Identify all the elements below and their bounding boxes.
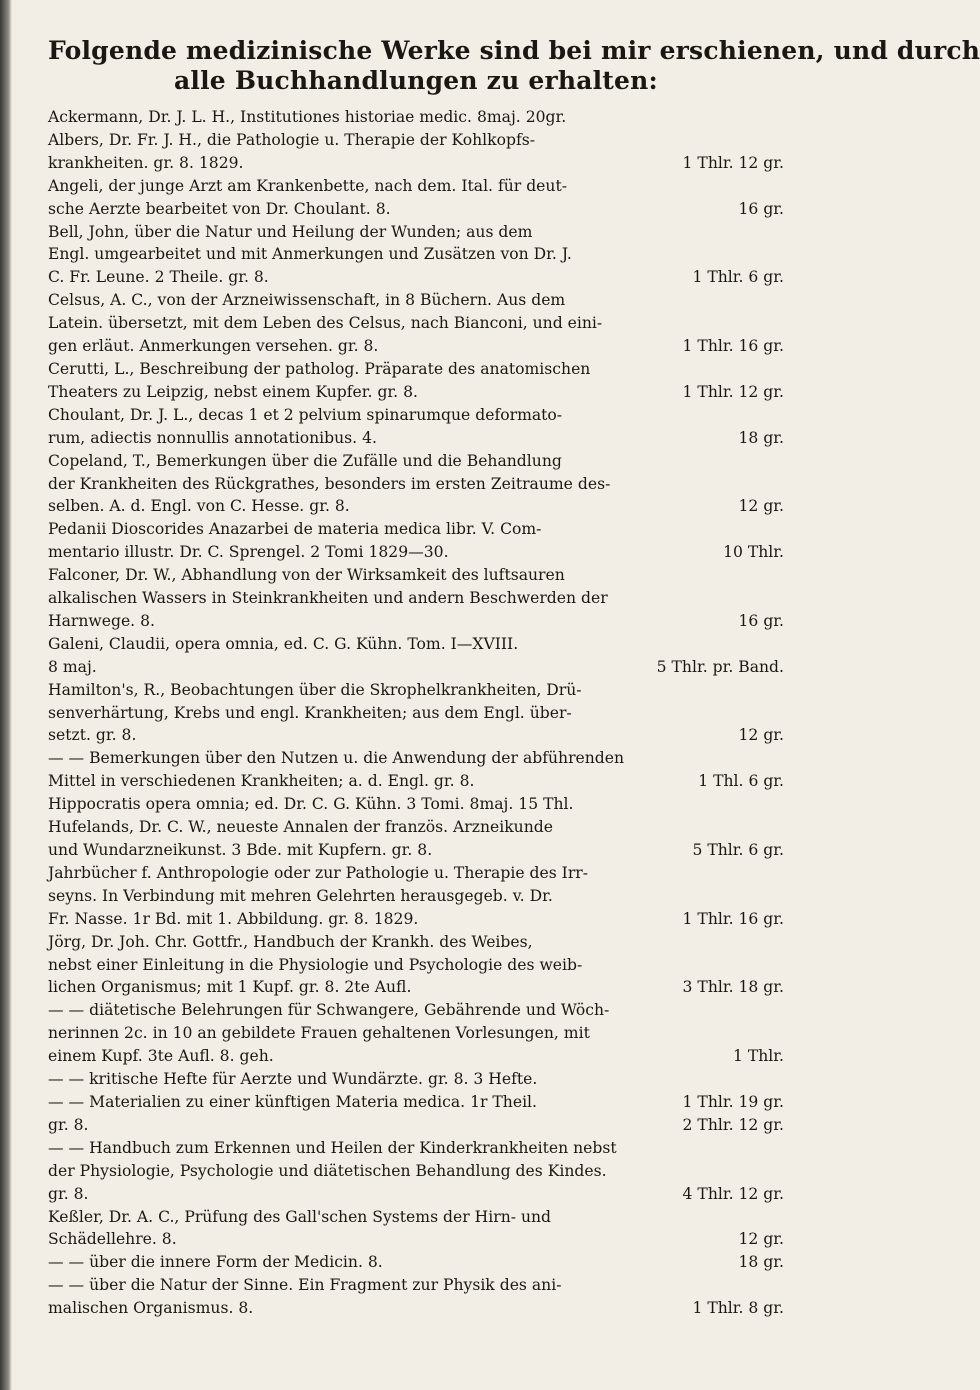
entry-line bbox=[48, 885, 784, 908]
entry-line bbox=[48, 770, 784, 793]
entry-price: 5 Thlr. pr. Band. bbox=[656, 657, 784, 676]
entry-text: alkalischen Wassers in Steinkrankheiten und andern Beschwerden der bbox=[48, 589, 608, 608]
entry-price: 3 Thlr. 18 gr. bbox=[682, 978, 784, 997]
entry-price: 1 Thlr. bbox=[732, 1047, 784, 1066]
entry-text: der Krankheiten des Rückgrathes, besonders im ersten Zeitraume des- bbox=[48, 474, 611, 493]
book-entry bbox=[48, 1274, 784, 1320]
entry-price: 2 Thlr. 12 gr. bbox=[682, 1115, 784, 1134]
entry-line bbox=[48, 564, 784, 587]
entry-text: — — kritische Hefte für Aerzte und Wundärzte. gr. 8. 3 Hefte. bbox=[48, 1070, 538, 1089]
entry-text: — — Materialien zu einer künftigen Materia medica. 1r Theil. bbox=[48, 1092, 538, 1111]
entry-text: — — über die Natur der Sinne. Ein Fragment zur Physik des ani- bbox=[48, 1276, 562, 1295]
entry-price: 1 Thlr. 12 gr. bbox=[682, 153, 784, 172]
entry-line bbox=[48, 541, 784, 564]
entry-text: sche Aerzte bearbeitet von Dr. Choulant. 8. bbox=[48, 199, 391, 218]
entry-line bbox=[48, 679, 784, 702]
entry-text: 8 maj. bbox=[48, 657, 97, 676]
entry-text: Galeni, Claudii, opera omnia, ed. C. G. Kühn. Tom. I—XVIII. bbox=[48, 634, 519, 653]
entry-text: Pedanii Dioscorides Anazarbei de materia medica libr. V. Com- bbox=[48, 520, 542, 539]
entry-line bbox=[48, 404, 784, 427]
book-entry bbox=[48, 931, 784, 1000]
entry-text: — — diätetische Belehrungen für Schwangere, Gebährende und Wöch- bbox=[48, 1001, 610, 1020]
entry-line bbox=[48, 999, 784, 1022]
entry-text: mentario illustr. Dr. C. Sprengel. 2 Tomi 1829—30. bbox=[48, 543, 449, 562]
entry-text: einem Kupf. 3te Aufl. 8. geh. bbox=[48, 1047, 274, 1066]
entry-text: Schädellehre. 8. bbox=[48, 1230, 177, 1249]
book-entry bbox=[48, 1137, 784, 1206]
entry-price: 16 gr. bbox=[738, 199, 784, 218]
entry-price: 1 Thlr. 6 gr. bbox=[692, 268, 784, 287]
heading-line: alle Buchhandlungen zu erhalten: bbox=[174, 66, 658, 95]
page-heading bbox=[48, 36, 980, 96]
entry-text: Bell, John, über die Natur und Heilung der Wunden; aus dem bbox=[48, 222, 533, 241]
entry-text: Harnwege. 8. bbox=[48, 611, 155, 630]
entry-line bbox=[48, 221, 784, 244]
entry-line bbox=[48, 862, 784, 885]
entry-line bbox=[48, 747, 784, 770]
entry-line bbox=[48, 1045, 784, 1068]
entry-line bbox=[48, 1297, 784, 1320]
entry-text: Hamilton's, R., Beobachtungen über die Skrophelkrankheiten, Drü- bbox=[48, 680, 582, 699]
entry-price: 10 Thlr. bbox=[723, 543, 784, 562]
book-entry bbox=[48, 862, 784, 931]
book-entry bbox=[48, 175, 784, 221]
entry-price: 1 Thlr. 8 gr. bbox=[692, 1299, 784, 1318]
entry-line bbox=[48, 518, 784, 541]
book-entry bbox=[48, 793, 784, 816]
entry-line bbox=[48, 1251, 784, 1274]
entry-text: lichen Organismus; mit 1 Kupf. gr. 8. 2te Aufl. bbox=[48, 978, 412, 997]
book-entry bbox=[48, 1091, 784, 1137]
entry-line bbox=[48, 724, 784, 747]
book-entry bbox=[48, 450, 784, 519]
entry-line bbox=[48, 473, 784, 496]
entry-text: Choulant, Dr. J. L., decas 1 et 2 pelvium spinarumque deformato- bbox=[48, 405, 563, 424]
entry-text: und Wundarzneikunst. 3 Bde. mit Kupfern. gr. 8. bbox=[48, 841, 433, 859]
entry-line bbox=[48, 1091, 784, 1114]
entry-line bbox=[48, 1228, 784, 1251]
entry-line bbox=[48, 587, 784, 610]
entry-line bbox=[48, 358, 784, 381]
entry-text: Cerutti, L., Beschreibung der patholog. Präparate des anatomischen bbox=[48, 359, 591, 378]
entry-line bbox=[48, 243, 784, 266]
entry-text: Angeli, der junge Arzt am Krankenbette, nach dem. Ital. für deut- bbox=[48, 176, 567, 195]
entry-line bbox=[48, 266, 784, 289]
book-entry bbox=[48, 747, 784, 793]
entry-text: Albers, Dr. Fr. J. H., die Pathologie u. Therapie der Kohlkopfs- bbox=[48, 130, 536, 149]
entry-line bbox=[48, 1206, 784, 1229]
book-entry bbox=[48, 564, 784, 633]
entry-price: 4 Thlr. 12 gr. bbox=[682, 1184, 784, 1203]
book-entry bbox=[48, 1251, 784, 1274]
entry-text: gr. 8. bbox=[48, 1115, 89, 1134]
entry-line bbox=[48, 312, 784, 335]
book-entry bbox=[48, 816, 784, 862]
entry-text: — — Bemerkungen über den Nutzen u. die Anwendung der abführenden bbox=[48, 749, 625, 768]
entry-line bbox=[48, 495, 784, 518]
entry-line bbox=[48, 106, 784, 129]
entry-line bbox=[48, 656, 784, 679]
book-entry bbox=[48, 999, 784, 1068]
book-entry bbox=[48, 129, 784, 175]
entry-price: 18 gr. bbox=[738, 428, 784, 447]
entry-text: Engl. umgearbeitet und mit Anmerkungen und Zusätzen von Dr. J. bbox=[48, 245, 572, 264]
entry-text: senverhärtung, Krebs und engl. Krankheiten; aus dem Engl. über- bbox=[48, 703, 572, 722]
entry-price: 12 gr. bbox=[738, 1230, 784, 1249]
book-entry bbox=[48, 221, 784, 290]
entry-text: selben. A. d. Engl. von C. Hesse. gr. 8. bbox=[48, 497, 350, 516]
entry-line bbox=[48, 175, 784, 198]
book-entry bbox=[48, 106, 784, 129]
entry-text: krankheiten. gr. 8. 1829. bbox=[48, 153, 244, 172]
book-entry bbox=[48, 358, 784, 404]
entry-text: rum, adiectis nonnullis annotationibus. 4. bbox=[48, 428, 377, 447]
book-entry bbox=[48, 404, 784, 450]
entry-line bbox=[48, 931, 784, 954]
entry-text: Mittel in verschiedenen Krankheiten; a. d. Engl. gr. 8. bbox=[48, 772, 475, 791]
entry-line bbox=[48, 1160, 784, 1183]
entry-text: Theaters zu Leipzig, nebst einem Kupfer. gr. 8. bbox=[48, 382, 418, 401]
entry-text: gen erläut. Anmerkungen versehen. gr. 8. bbox=[48, 337, 379, 356]
heading-line: Folgende medizinische Werke sind bei mir erschienen, und durch bbox=[48, 36, 980, 65]
entry-line bbox=[48, 427, 784, 450]
entry-line bbox=[48, 702, 784, 725]
entry-text: der Physiologie, Psychologie und diätetischen Behandlung des Kindes. bbox=[48, 1161, 607, 1180]
entry-text: nebst einer Einleitung in die Physiologie und Psychologie des weib- bbox=[48, 955, 583, 974]
entry-text: Keßler, Dr. A. C., Prüfung des Gall'schen Systems der Hirn- und bbox=[48, 1207, 552, 1226]
entry-text: setzt. gr. 8. bbox=[48, 726, 137, 745]
entry-line bbox=[48, 954, 784, 977]
entry-text: Latein. übersetzt, mit dem Leben des Celsus, nach Bianconi, und eini- bbox=[48, 314, 603, 333]
book-entry bbox=[48, 633, 784, 679]
entry-price: 1 Thlr. 19 gr. bbox=[682, 1092, 784, 1111]
entry-price: 1 Thlr. 16 gr. bbox=[682, 909, 784, 928]
book-entry bbox=[48, 289, 784, 358]
entry-text: gr. 8. bbox=[48, 1184, 89, 1203]
entry-text: Hippocratis opera omnia; ed. Dr. C. G. Kühn. 3 Tomi. 8maj. 15 Thl. bbox=[48, 795, 574, 814]
entry-line bbox=[48, 816, 784, 839]
entry-line bbox=[48, 129, 784, 152]
entry-line bbox=[48, 335, 784, 358]
entry-line bbox=[48, 381, 784, 404]
entry-price: 1 Thl. 6 gr. bbox=[698, 772, 784, 791]
book-entry bbox=[48, 518, 784, 564]
entry-price: 12 gr. bbox=[738, 726, 784, 745]
entry-line bbox=[48, 289, 784, 312]
entry-line bbox=[48, 450, 784, 473]
entry-line bbox=[48, 1183, 784, 1206]
entry-text: — — über die innere Form der Medicin. 8. bbox=[48, 1253, 383, 1272]
entry-text: Hufelands, Dr. C. W., neueste Annalen der französ. Arzneikunde bbox=[48, 818, 553, 837]
entry-text: Celsus, A. C., von der Arzneiwissenschaft, in 8 Büchern. Aus dem bbox=[48, 291, 566, 310]
entry-text: seyns. In Verbindung mit mehren Gelehrten herausgegeb. v. Dr. bbox=[48, 886, 553, 905]
entry-text: Falconer, Dr. W., Abhandlung von der Wirksamkeit des luftsauren bbox=[48, 566, 565, 585]
entry-line bbox=[48, 1068, 784, 1091]
entry-text: malischen Organismus. 8. bbox=[48, 1299, 254, 1318]
entry-price: 12 gr. bbox=[738, 497, 784, 516]
book-entry bbox=[48, 679, 784, 748]
entry-line bbox=[48, 198, 784, 221]
book-list bbox=[48, 106, 784, 1320]
entry-price: 1 Thlr. 16 gr. bbox=[682, 337, 784, 356]
entry-line bbox=[48, 1114, 784, 1137]
entry-line bbox=[48, 1274, 784, 1297]
entry-line bbox=[48, 839, 784, 862]
entry-price: 18 gr. bbox=[738, 1253, 784, 1272]
entry-text: Ackermann, Dr. J. L. H., Institutiones historiae medic. 8maj. 20gr. bbox=[48, 108, 567, 126]
entry-text: Copeland, T., Bemerkungen über die Zufälle und die Behandlung bbox=[48, 451, 562, 470]
entry-line bbox=[48, 976, 784, 999]
entry-text: Jörg, Dr. Joh. Chr. Gottfr., Handbuch der Krankh. des Weibes, bbox=[48, 932, 533, 951]
entry-line bbox=[48, 633, 784, 656]
entry-price: 1 Thlr. 12 gr. bbox=[682, 382, 784, 401]
entry-price: 16 gr. bbox=[738, 611, 784, 630]
entry-text: C. Fr. Leune. 2 Theile. gr. 8. bbox=[48, 268, 269, 287]
entry-text: nerinnen 2c. in 10 an gebildete Frauen gehaltenen Vorlesungen, mit bbox=[48, 1024, 590, 1043]
entry-line bbox=[48, 908, 784, 931]
book-entry bbox=[48, 1206, 784, 1252]
entry-line bbox=[48, 1137, 784, 1160]
entry-text: Fr. Nasse. 1r Bd. mit 1. Abbildung. gr. 8. 1829. bbox=[48, 909, 419, 928]
entry-line bbox=[48, 610, 784, 633]
entry-price: 5 Thlr. 6 gr. bbox=[692, 841, 784, 859]
entry-line bbox=[48, 1022, 784, 1045]
entry-text: Jahrbücher f. Anthropologie oder zur Pathologie u. Therapie des Irr- bbox=[48, 863, 589, 882]
entry-line bbox=[48, 152, 784, 175]
entry-text: — — Handbuch zum Erkennen und Heilen der Kinderkrankheiten nebst bbox=[48, 1138, 617, 1157]
entry-line bbox=[48, 793, 784, 816]
